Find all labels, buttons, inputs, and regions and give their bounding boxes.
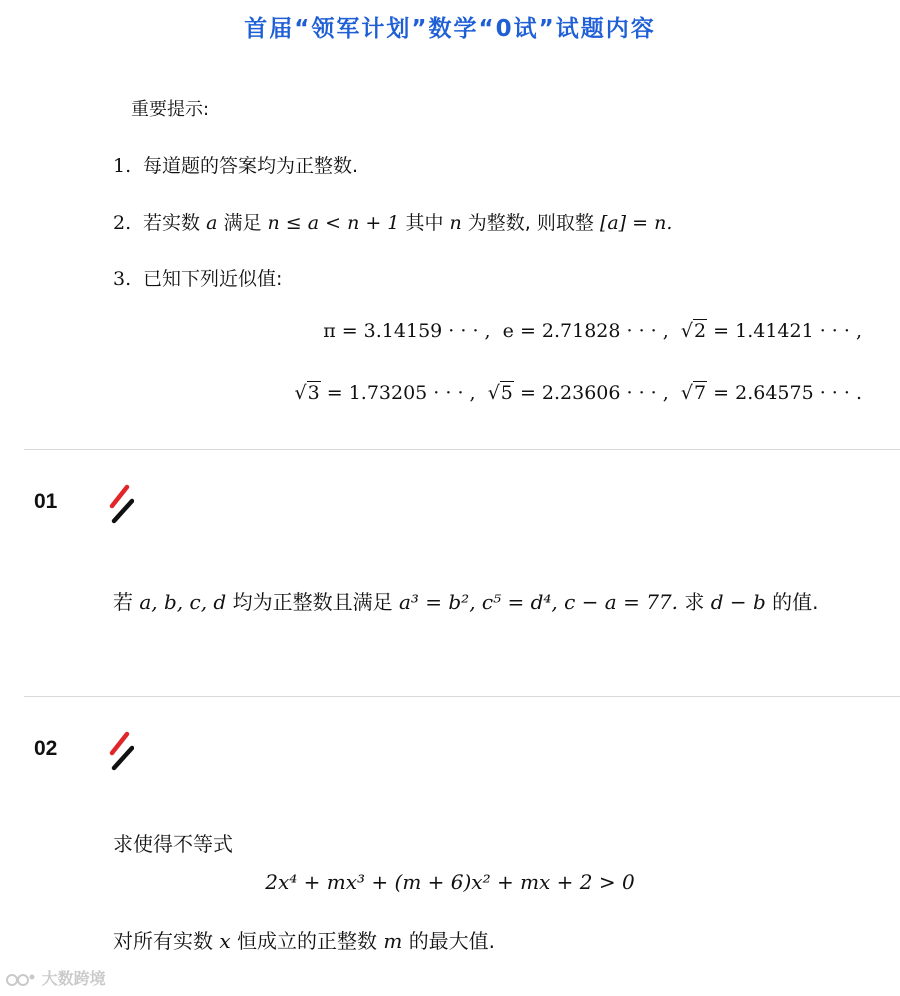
question-text: 求 (684, 590, 705, 614)
tip-item-3 (113, 264, 282, 291)
question-1-text (113, 586, 819, 615)
tip-text: 为整数, 则取整 (467, 212, 594, 234)
question-text: 均为正整数且满足 (232, 590, 393, 614)
section-divider (24, 449, 900, 450)
math-var: x (219, 929, 231, 953)
math-vars: a, b, c, d (139, 590, 227, 614)
tip-text: 满足 (223, 212, 262, 234)
sqrt-expression: √7 (680, 382, 707, 404)
watermark-logo-icon (6, 972, 36, 988)
tip-item-2 (113, 208, 672, 235)
watermark (6, 966, 106, 989)
inequality-expression: 2x⁴ + mx³ + (m + 6)x² + mx + 2 > 0 (265, 870, 635, 894)
math-expression: e = 2.71828 · · · , (502, 320, 669, 342)
math-expression: = 2.64575 · · · . (713, 382, 862, 404)
sqrt-expression: √2 (680, 320, 707, 342)
tip-text: 每道题的答案均为正整数. (143, 155, 359, 177)
tip-number: 3. (113, 268, 132, 290)
question-number: 02 (34, 737, 58, 760)
tip-text: 若实数 (143, 212, 201, 234)
math-expression: = 1.41421 · · · , (713, 320, 862, 342)
tips-heading: 重要提示: (131, 99, 210, 120)
math-expression: π = 3.14159 · · · , (323, 320, 491, 342)
math-expression: [a] = n. (599, 212, 673, 234)
question-text: 恒成立的正整数 (237, 929, 377, 953)
question-number: 01 (34, 490, 58, 513)
section-divider (24, 696, 900, 697)
tip-number: 2. (113, 212, 132, 234)
tip-text: 其中 (405, 212, 444, 234)
question-2-condition (113, 925, 495, 954)
page-title: 首届“领军计划”数学“0试”试题内容 (244, 16, 656, 42)
tip-number: 1. (113, 155, 132, 177)
double-slash-icon (108, 731, 134, 771)
sqrt-expression: √3 (294, 382, 320, 404)
watermark-text: 大数跨境 (41, 969, 106, 988)
math-var: m (383, 929, 403, 953)
math-var: n (449, 212, 462, 234)
tip-text: 已知下列近似值: (143, 268, 283, 290)
math-expression: = 2.23606 · · · , (519, 382, 669, 404)
question-text: 的最大值. (408, 929, 496, 953)
question-text: 若 (113, 590, 133, 614)
tip-item-1 (113, 151, 358, 178)
sqrt-expression: √5 (487, 382, 513, 404)
double-slash-icon (108, 484, 134, 524)
math-expression: n ≤ a < n + 1 (267, 212, 400, 234)
question-text: 的值. (772, 590, 819, 614)
approx-values-line-2 (294, 382, 862, 404)
approx-values-line-1 (323, 320, 862, 342)
question-text: 对所有实数 (113, 929, 213, 953)
math-expression: = 1.73205 · · · , (326, 382, 476, 404)
math-expression: d − b (710, 590, 766, 614)
math-equations: a³ = b², c⁵ = d⁴, c − a = 77. (398, 590, 679, 614)
question-2-intro: 求使得不等式 (113, 832, 233, 856)
math-var: a (206, 212, 218, 234)
